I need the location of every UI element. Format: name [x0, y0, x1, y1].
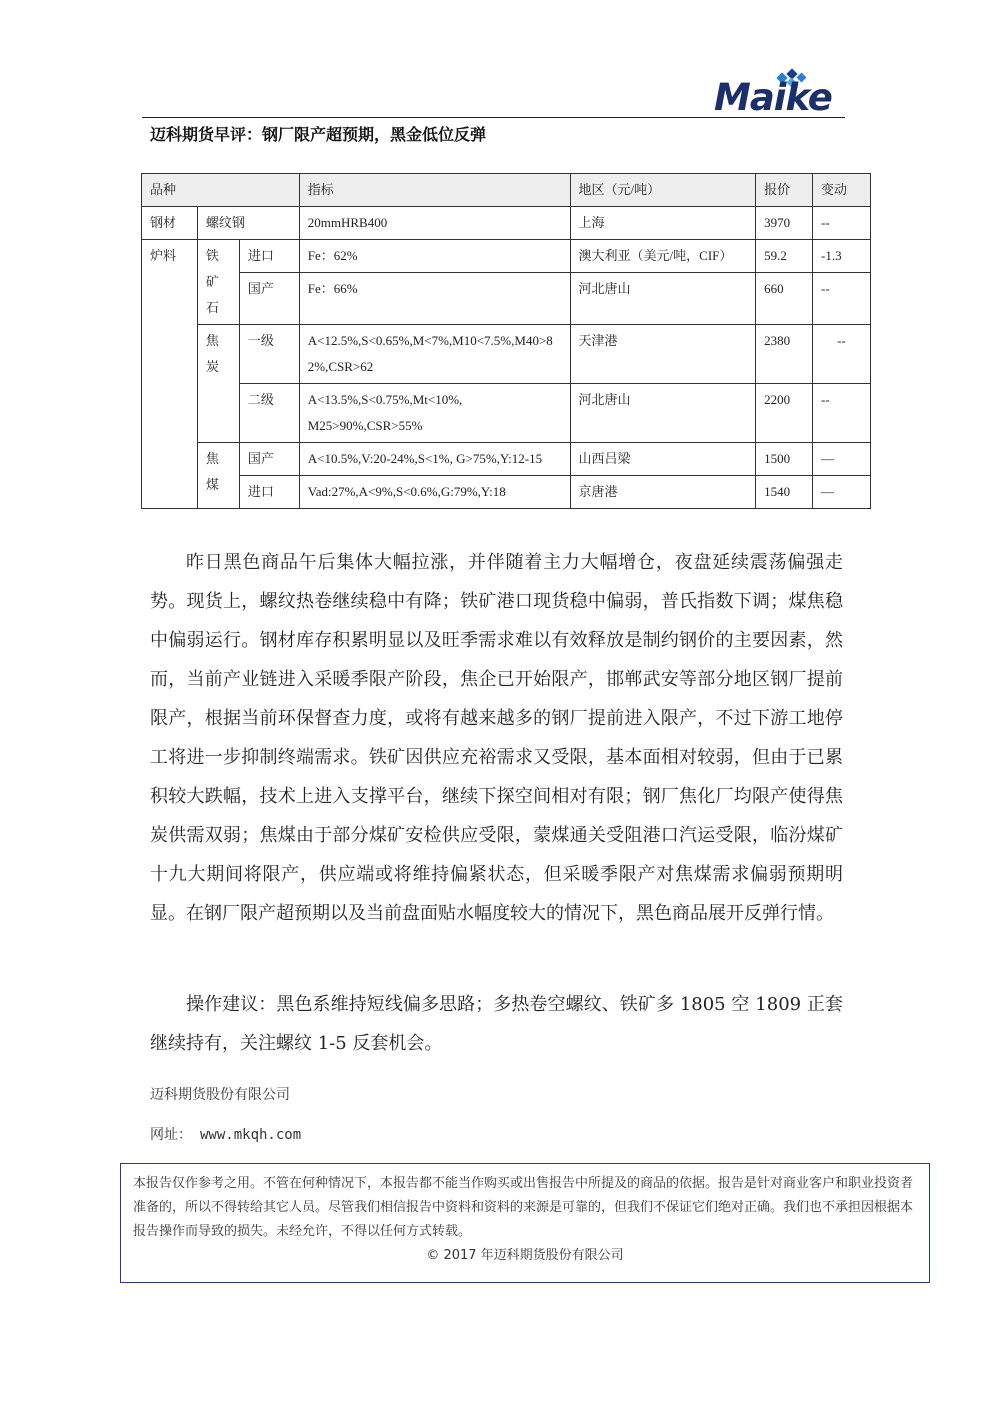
header-change: 变动: [813, 174, 871, 207]
category-furnace: 炉料: [142, 240, 198, 509]
region-cell: 澳大利亚（美元/吨，CIF）: [570, 240, 756, 273]
table-row: [142, 476, 871, 509]
price-cell: 59.2: [756, 240, 813, 273]
region-cell: 天津港: [570, 325, 756, 384]
category-steel: 钢材: [142, 207, 198, 240]
table-row: [142, 325, 871, 384]
variety-coke: [197, 325, 239, 443]
change-cell: -1.3: [813, 240, 871, 273]
origin-cell: 国产: [239, 443, 299, 476]
header-divider: [142, 117, 845, 118]
disclaimer-box: [120, 1163, 930, 1283]
copyright-text: © 2017 年迈科期货股份有限公司: [426, 1248, 624, 1263]
change-cell: —: [813, 443, 871, 476]
website-line: [150, 1124, 301, 1144]
recommendation-paragraph: 操作建议：黑色系维持短线偏多思路；多热卷空螺纹、铁矿多 1805 空 1809 正套继续持有，关注螺纹 1-5 反套机会。: [150, 994, 843, 1054]
price-cell: 1540: [756, 476, 813, 509]
change-cell: --: [813, 207, 871, 240]
table-header-row: [142, 174, 871, 207]
change-cell: --: [813, 325, 871, 384]
header-price: 报价: [756, 174, 813, 207]
change-cell: —: [813, 476, 871, 509]
region-cell: 山西吕梁: [570, 443, 756, 476]
grade-cell: 二级: [239, 384, 299, 443]
origin-cell: 进口: [239, 240, 299, 273]
report-title: 迈科期货早评：钢厂限产超预期，黑金低位反弹: [150, 125, 487, 144]
analysis-paragraph: 昨日黑色商品午后集体大幅拉涨，并伴随着主力大幅增仓，夜盘延续震荡偏强走势。现货上，螺纹热卷继续稳中有降；铁矿港口现货稳中偏弱，普氏指数下调；煤焦稳中偏弱运行。钢材库存积累明显以及旺季需求难以有效释放是制约钢价的主要因素，然而，当前产业链进入采暖季限产阶段，焦企已开始限产，邯郸武安等部分地区钢厂提前限产，根据当前环保督查力度，或将有越来越多的钢厂提前进入限产，不过下游工地停工将进一步抑制终端需求。铁矿因供应充裕需求又受限，基本面相对较弱，但由于已累积较大跌幅，技术上进入支撑平台，继续下探空间相对有限；钢厂焦化厂均限产使得焦炭供需双弱；焦煤由于部分煤矿安检供应受限，蒙煤通关受阻港口汽运受限，临汾煤矿十九大期间将限产，供应端或将维持偏紧状态，但采暖季限产对焦煤需求偏弱预期明显。在钢厂限产超预期以及当前盘面贴水幅度较大的情况下，黑色商品展开反弹行情。: [150, 552, 843, 924]
website-link[interactable]: www.mkqh.com: [200, 1127, 302, 1143]
region-cell: 河北唐山: [570, 384, 756, 443]
price-cell: 2200: [756, 384, 813, 443]
change-cell: --: [813, 273, 871, 325]
table-row: [142, 443, 871, 476]
variety-iron-ore-label: 铁矿石: [205, 248, 219, 315]
website-label: 网址：: [150, 1127, 192, 1143]
origin-cell: 进口: [239, 476, 299, 509]
header-region: 地区（元/吨）: [570, 174, 756, 207]
variety-coking-coal: [197, 443, 239, 509]
spec-cell: A<10.5%,V:20-24%,S<1%, G>75%,Y:12-15: [299, 443, 570, 476]
region-cell: 河北唐山: [570, 273, 756, 325]
change-cell: --: [813, 384, 871, 443]
table-row: [142, 240, 871, 273]
region-cell: 京唐港: [570, 476, 756, 509]
disclaimer-text: 本报告仅作参考之用。不管在何种情况下，本报告都不能当作购买或出售报告中所提及的商品的依据。报告是针对商业客户和职业投资者准备的，所以不得转给其它人员。尽管我们相信报告中资料和资料的来源是可靠的，但我们不保证它们绝对正确。我们也不承担因根据本报告操作而导致的损失。未经允许，不得以任何方式转载。: [133, 1176, 914, 1239]
variety-iron-ore: [197, 240, 239, 325]
company-name: 迈科期货股份有限公司: [150, 1087, 290, 1103]
table-row: [142, 384, 871, 443]
spec-cell: Fe：66%: [299, 273, 570, 325]
table-row: [142, 273, 871, 325]
price-table: [141, 173, 871, 509]
header-variety: 品种: [142, 174, 300, 207]
spec-cell: Fe：62%: [299, 240, 570, 273]
variety-coke-label: 焦炭: [205, 333, 219, 374]
logo-text: Maike: [714, 76, 832, 119]
origin-cell: 国产: [239, 273, 299, 325]
price-cell: 3970: [756, 207, 813, 240]
variety-rebar: 螺纹钢: [197, 207, 299, 240]
spec-cell: A<12.5%,S<0.65%,M<7%,M10<7.5%,M40>82%,CSR>62: [299, 325, 570, 384]
table-row: [142, 207, 871, 240]
grade-cell: 一级: [239, 325, 299, 384]
spec-cell: A<13.5%,S<0.75%,Mt<10%, M25>90%,CSR>55%: [299, 384, 570, 443]
header-spec: 指标: [299, 174, 570, 207]
price-cell: 2380: [756, 325, 813, 384]
price-cell: 660: [756, 273, 813, 325]
spec-cell: 20mmHRB400: [299, 207, 570, 240]
spec-cell: Vad:27%,A<9%,S<0.6%,G:79%,Y:18: [299, 476, 570, 509]
maike-logo: [700, 68, 850, 120]
variety-coking-coal-label: 焦煤: [205, 451, 219, 492]
price-cell: 1500: [756, 443, 813, 476]
region-cell: 上海: [570, 207, 756, 240]
